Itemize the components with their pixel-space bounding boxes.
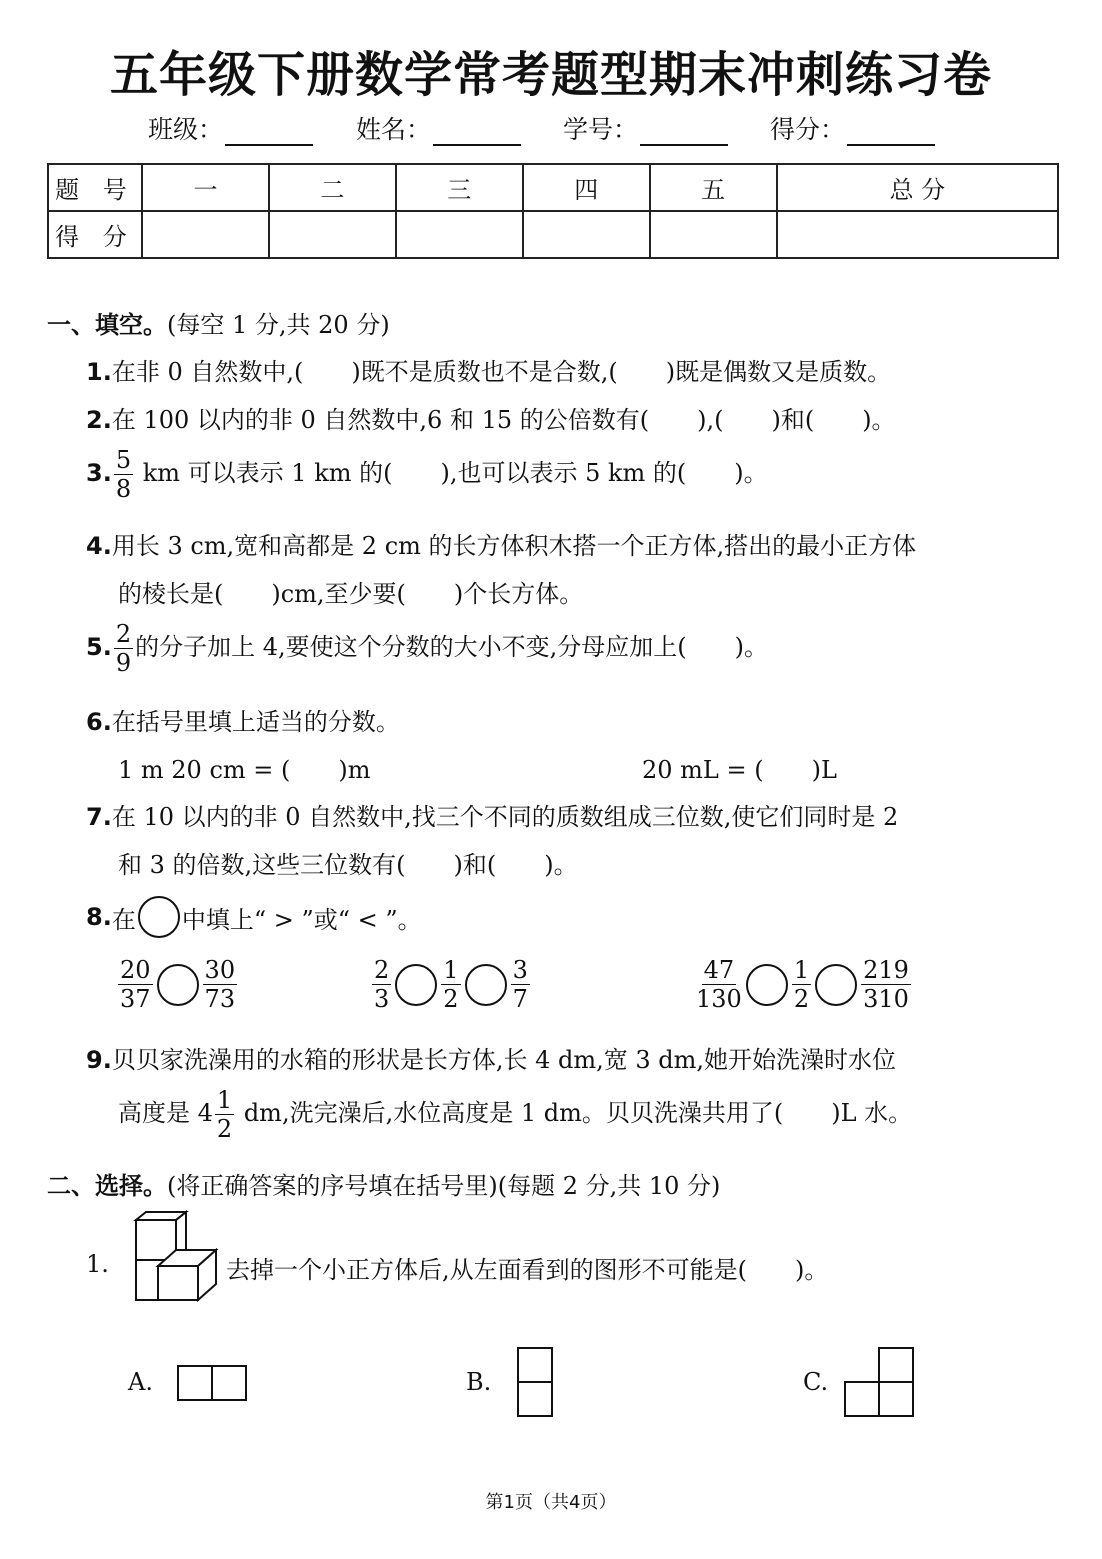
name-field: 姓名：: [356, 110, 521, 146]
score-cell[interactable]: [396, 211, 523, 258]
option-a[interactable]: A.: [128, 1368, 153, 1396]
score-cell[interactable]: [142, 211, 269, 258]
table-row: [48, 164, 1058, 211]
table-row: [48, 211, 1058, 258]
page-footer: 第1页（共4页）: [485, 1492, 617, 1513]
table-cell: 一: [142, 164, 269, 211]
compare-circle[interactable]: [746, 964, 788, 1006]
name-blank[interactable]: [433, 118, 521, 146]
question-1: 1.在非 0 自然数中,( )既不是质数也不是合数,( )既是偶数又是质数。: [86, 358, 892, 386]
option-a-figure: [176, 1364, 248, 1402]
choice-question-1-text: 去掉一个小正方体后,从左面看到的图形不可能是( )。: [226, 1256, 829, 1284]
question-3: 3. $\frac{5}{8}$ km 可以表示 1 km 的( ),也可以表示 5 km 的( )。: [86, 446, 768, 503]
option-b-figure: [516, 1346, 556, 1418]
conversion-right: 20 mL = ( )L: [642, 756, 837, 784]
question-4: 4.用长 3 cm,宽和高都是 2 cm 的长方体积木搭一个正方体,搭出的最小正方体: [86, 532, 917, 560]
table-cell: 五: [650, 164, 777, 211]
question-8: 8. 在 中填上“ > ”或“ < ”。: [86, 896, 422, 938]
page-title: 五年级下册数学常考题型期末冲刺练习卷: [109, 47, 992, 103]
score-cell[interactable]: [269, 211, 396, 258]
option-c[interactable]: C.: [803, 1368, 829, 1396]
compare-group-3: [694, 958, 913, 1011]
question-9: 9.贝贝家洗澡用的水箱的形状是长方体,长 4 dm,宽 3 dm,她开始洗澡时水位: [86, 1046, 897, 1074]
fraction: $\frac{219}{310}$: [863, 956, 909, 1013]
fraction: $\frac{2}{9}$: [115, 620, 132, 677]
fraction: $\frac{3}{7}$: [512, 956, 528, 1013]
student-id-field: 学号：: [563, 110, 728, 146]
conversion-left: 1 m 20 cm = ( )m: [118, 756, 371, 784]
compare-circle[interactable]: [157, 964, 199, 1006]
cube-stack-figure: [128, 1210, 224, 1302]
option-c-figure: [843, 1346, 917, 1418]
question-9-continued: 高度是 4 $\frac{1}{2}$ dm,洗完澡后,水位高度是 1 dm。贝贝洗澡共用了( )L 水。: [118, 1086, 913, 1143]
fraction: $\frac{20}{37}$: [120, 956, 151, 1013]
score-table: [47, 163, 1059, 259]
question-7: 7.在 10 以内的非 0 自然数中,找三个不同的质数组成三位数,使它们同时是 2: [86, 803, 899, 831]
section-heading: 二、选择。(将正确答案的序号填在括号里)(每题 2 分,共 10 分): [47, 1172, 721, 1200]
score-blank[interactable]: [847, 118, 935, 146]
question-6: 6.在括号里填上适当的分数。: [86, 708, 400, 736]
fraction: $\frac{47}{130}$: [696, 956, 742, 1013]
question-7-continued: 和 3 的倍数,这些三位数有( )和( )。: [118, 851, 578, 879]
class-blank[interactable]: [225, 118, 313, 146]
table-cell: 总 分: [777, 164, 1058, 211]
score-field: 得分：: [770, 110, 935, 146]
compare-circle: [138, 896, 180, 938]
table-cell: 三: [396, 164, 523, 211]
choice-question-1: 1.: [86, 1250, 109, 1278]
question-2: 2.在 100 以内的非 0 自然数中,6 和 15 的公倍数有( ),( )和( )。: [86, 406, 896, 434]
fraction: $\frac{1}{2}$: [793, 956, 810, 1013]
table-cell: 四: [523, 164, 650, 211]
table-cell: 二: [269, 164, 396, 211]
class-field: 班级：: [148, 110, 313, 146]
compare-circle[interactable]: [395, 964, 437, 1006]
option-b[interactable]: B.: [466, 1368, 492, 1396]
table-cell: 得 分: [48, 211, 142, 258]
compare-group-1: [116, 958, 239, 1011]
section-heading: 一、填空。(每空 1 分,共 20 分): [47, 311, 390, 339]
id-blank[interactable]: [640, 118, 728, 146]
fraction: $\frac{5}{8}$: [115, 446, 132, 503]
question-5: 5. $\frac{2}{9}$ 的分子加上 4,要使这个分数的大小不变,分母应加上( )。: [86, 620, 768, 677]
fraction: $\frac{30}{73}$: [204, 956, 236, 1013]
fraction: $\frac{1}{2}$: [216, 1086, 233, 1143]
score-cell[interactable]: [650, 211, 777, 258]
table-cell: 题 号: [48, 164, 142, 211]
fraction: $\frac{1}{2}$: [443, 956, 459, 1013]
score-cell[interactable]: [777, 211, 1058, 258]
compare-circle[interactable]: [815, 964, 857, 1006]
compare-circle[interactable]: [465, 964, 507, 1006]
compare-group-2: [370, 958, 532, 1011]
score-cell[interactable]: [523, 211, 650, 258]
question-4-continued: 的棱长是( )cm,至少要( )个长方体。: [118, 580, 584, 608]
fraction: $\frac{2}{3}$: [374, 956, 390, 1013]
